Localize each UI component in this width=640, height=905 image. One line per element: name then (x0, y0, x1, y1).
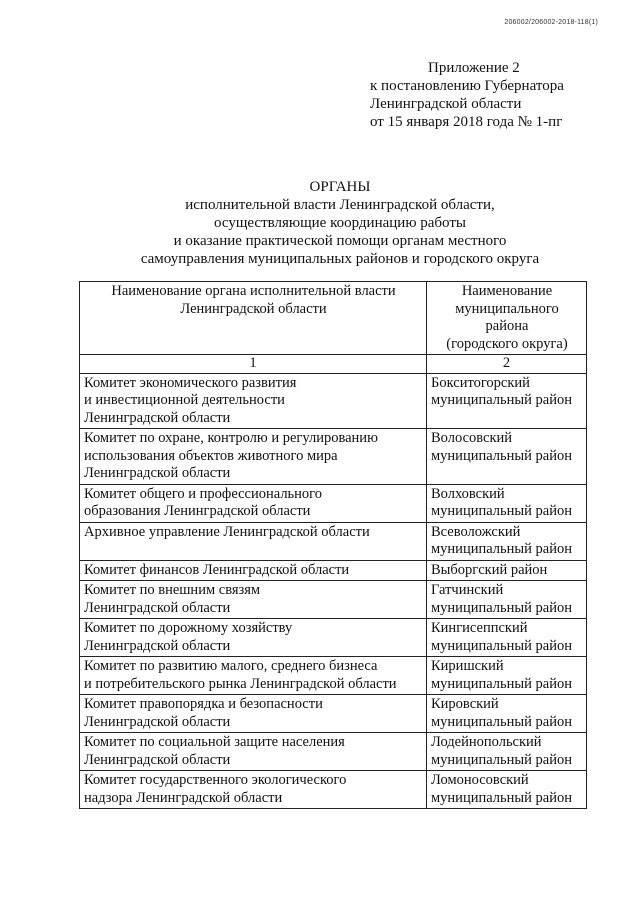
organ-name-line: Ленинградской области (84, 599, 231, 616)
district-name-line: муниципальный район (431, 503, 572, 519)
table-row (80, 619, 587, 657)
table-row (80, 657, 587, 695)
document-heading (60, 178, 620, 268)
organ-name-line: и инвестиционной деятельности (84, 392, 285, 408)
heading-line: исполнительной власти Ленинградской области, (185, 197, 495, 213)
header-text: Наименование органа исполнительной власти (111, 283, 396, 299)
header-text: муниципального (455, 300, 559, 317)
district-name-line: муниципальный район (431, 713, 572, 730)
appendix-block (370, 59, 564, 131)
column-number: 2 (427, 355, 587, 374)
organ-name-line: Ленинградской области (84, 465, 231, 481)
organ-name-line: Ленинградской области (84, 713, 231, 730)
organ-name-cell (80, 771, 427, 809)
appendix-date-line: от 15 января 2018 года № 1-пг (370, 114, 563, 130)
heading-line: осуществляющие координацию работы (214, 215, 466, 231)
organ-name-line: Комитет по дорожному хозяйству (84, 620, 293, 636)
district-name-cell (427, 619, 587, 657)
organ-name-cell (80, 619, 427, 657)
organ-name-cell (80, 695, 427, 733)
district-name-cell (427, 560, 587, 581)
organ-name-cell (80, 560, 427, 581)
district-name-line: Всеволожский (431, 523, 521, 540)
organ-name-line: Ленинградской области (84, 409, 231, 426)
district-name-line: муниципальный район (431, 675, 572, 692)
organ-name-line: Комитет по внешним связям (84, 582, 261, 598)
district-name-line: Лодейнопольский (431, 734, 542, 750)
district-name-line: Киришский (431, 658, 504, 674)
organ-name-line: Комитет экономического развития (84, 374, 297, 391)
district-name-line: муниципальный район (431, 447, 572, 464)
organ-name-line: использования объектов животного мира (84, 447, 338, 464)
organ-name-cell (80, 522, 427, 560)
organ-name-line: Комитет по охране, контролю и регулированию (84, 430, 378, 446)
header-text: района (485, 318, 529, 334)
table-row (80, 373, 587, 429)
document-id: 206002/206002-2018-118(1) (504, 19, 598, 26)
district-name-line: муниципальный район (431, 599, 572, 616)
heading-line: самоуправления муниципальных районов и городского округа (140, 251, 540, 267)
district-name-cell (427, 733, 587, 771)
district-name-cell (427, 771, 587, 809)
district-name-cell (427, 429, 587, 485)
district-name-line: Гатчинский (431, 582, 504, 598)
district-name-line: Кингисеппский (431, 620, 528, 636)
table-row (80, 695, 587, 733)
organ-name-line: Комитет правопорядка и безопасности (84, 696, 323, 712)
organ-name-line: надзора Ленинградской области (84, 789, 283, 806)
organ-name-cell (80, 429, 427, 485)
organ-name-line: Комитет финансов Ленинградской области (84, 561, 350, 578)
organ-name-line: Ленинградской области (84, 751, 231, 768)
header-text: Ленинградской области (180, 300, 327, 317)
header-district-name (427, 282, 587, 355)
organ-name-cell (80, 581, 427, 619)
organ-name-line: Комитет по развитию малого, среднего бизнеса (84, 658, 378, 674)
district-name-line: Волосовский (431, 430, 513, 446)
district-name-line: муниципальный район (431, 637, 572, 654)
table-body (80, 373, 587, 809)
organ-name-line: Архивное управление Ленинградской области (84, 523, 370, 540)
district-name-cell (427, 484, 587, 522)
organ-name-cell (80, 733, 427, 771)
header-text: (городского округа) (446, 335, 568, 352)
table-row (80, 484, 587, 522)
appendix-title: Приложение 2 (428, 60, 520, 76)
appendix-line: Ленинградской области (370, 96, 522, 112)
table-row (80, 522, 587, 560)
organ-name-line: Комитет общего и профессионального (84, 485, 323, 502)
district-name-cell (427, 657, 587, 695)
organ-name-line: Ленинградской области (84, 637, 231, 654)
district-name-cell (427, 522, 587, 560)
organ-name-line: Комитет по социальной защите населения (84, 734, 345, 750)
district-name-line: муниципальный район (431, 392, 572, 408)
heading-title: ОРГАНЫ (309, 179, 371, 195)
organs-table (79, 281, 587, 809)
organ-name-line: Комитет государственного экологического (84, 772, 347, 788)
district-name-line: Выборгский район (431, 561, 548, 578)
district-name-line: муниципальный район (431, 789, 572, 806)
district-name-line: Бокситогорский (431, 374, 530, 391)
table-row (80, 560, 587, 581)
district-name-cell (427, 581, 587, 619)
organ-name-line: и потребительского рынка Ленинградской области (84, 675, 397, 692)
table-row (80, 771, 587, 809)
table-header-row (80, 282, 587, 355)
organ-name-cell (80, 657, 427, 695)
header-text: Наименование (461, 283, 553, 299)
organ-name-line: образования Ленинградской области (84, 503, 311, 519)
table-row (80, 581, 587, 619)
header-organ-name (80, 282, 427, 355)
column-number-row (80, 355, 587, 374)
heading-line: и оказание практической помощи органам местного (173, 233, 507, 249)
table-row (80, 733, 587, 771)
district-name-line: муниципальный район (431, 751, 572, 768)
district-name-cell (427, 373, 587, 429)
district-name-line: Волховский (431, 485, 505, 502)
district-name-line: Ломоносовский (431, 772, 529, 788)
appendix-line: к постановлению Губернатора (370, 78, 564, 94)
district-name-line: Кировский (431, 696, 499, 712)
organ-name-cell (80, 373, 427, 429)
table-row (80, 429, 587, 485)
district-name-line: муниципальный район (431, 541, 572, 557)
organ-name-cell (80, 484, 427, 522)
column-number: 1 (80, 355, 427, 374)
district-name-cell (427, 695, 587, 733)
